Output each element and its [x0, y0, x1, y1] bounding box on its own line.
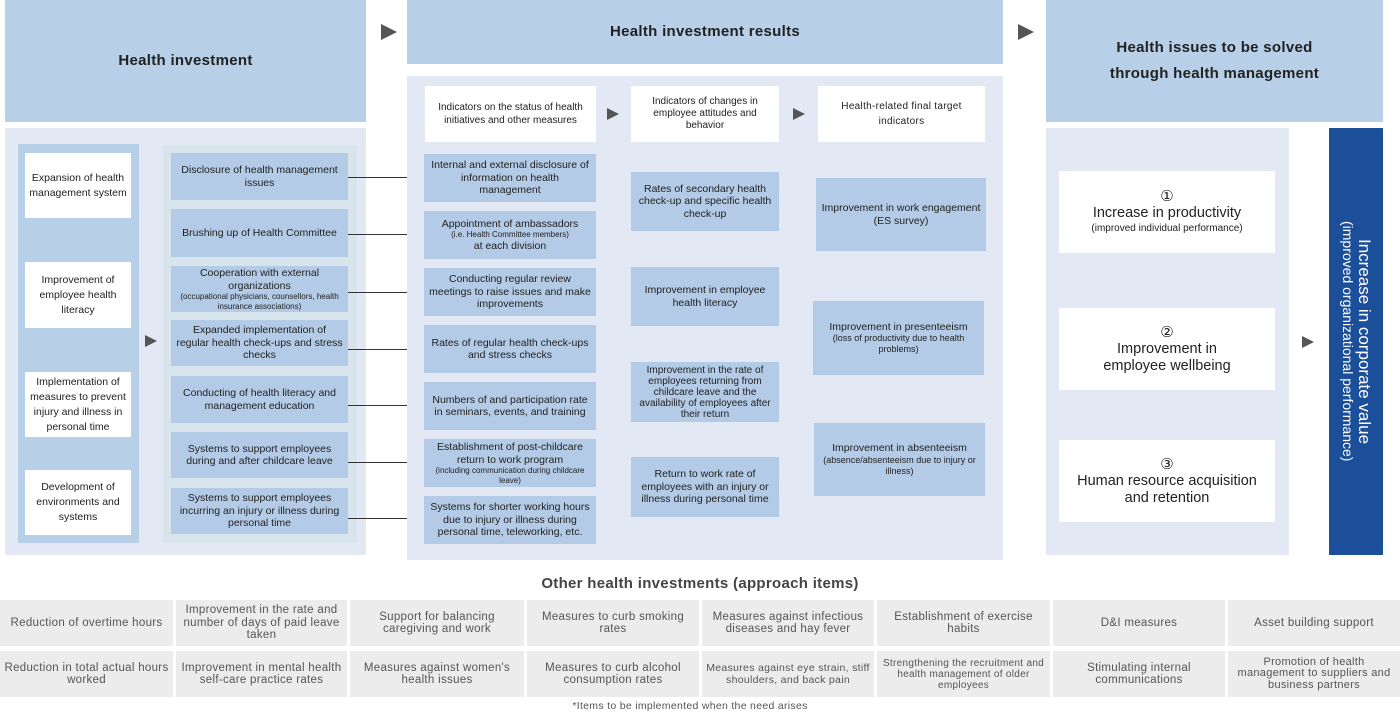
final-indicator	[813, 301, 984, 375]
other-item	[1228, 651, 1400, 697]
issue-sub: (improved individual performance)	[1091, 223, 1243, 234]
other-item-text: Improvement in mental health self-care practice rates	[181, 661, 342, 686]
change-indicator	[631, 172, 779, 231]
indicator-header-changes-text: Indicators of changes in employee attitudes and behavior	[652, 96, 758, 131]
issue-title: Improvement in employee wellbeing	[1103, 340, 1231, 374]
status-indicator-text: Internal and external disclosure of information on health management	[431, 159, 589, 197]
final-indicator-text: Improvement in presenteeism	[829, 320, 968, 333]
left-item-text: Improvement of employee health literacy	[39, 273, 117, 316]
other-item	[1053, 651, 1225, 697]
measure-text: Cooperation with external organizations	[199, 267, 320, 292]
final-indicator-text: Improvement in absenteeism	[832, 442, 967, 455]
arrow-right-icon	[145, 335, 157, 347]
arrow-right-icon	[793, 108, 805, 120]
other-item	[527, 600, 699, 646]
indicator-header-final	[818, 86, 985, 142]
final-indicator-note: (absence/absenteeism due to injury or illness)	[823, 454, 976, 476]
status-indicator	[424, 496, 596, 544]
left-item	[25, 262, 131, 328]
change-indicator	[631, 362, 779, 422]
left-item	[25, 372, 131, 437]
status-indicator	[424, 154, 596, 202]
corporate-value-line2: (improved organizational performance)	[1340, 221, 1356, 462]
measure-text: Expanded implementation of regular health check-ups and stress checks	[176, 324, 343, 362]
measure-item	[171, 432, 348, 478]
indicator-header-changes	[631, 86, 779, 142]
final-indicator-note: (loss of productivity due to health problems)	[832, 333, 965, 355]
header-investment-results	[407, 0, 1003, 64]
other-item-text: Stimulating internal communications	[1087, 661, 1191, 686]
status-indicator-text: Systems for shorter working hours due to injury or illness during personal time, teleworking, etc.	[430, 501, 590, 539]
other-item-text: Measures against infectious diseases and hay fever	[712, 610, 864, 635]
header-investment-results-label: Health investment results	[609, 23, 801, 40]
change-indicator	[631, 457, 779, 517]
change-indicator-text: Improvement in the rate of employees returning from childcare leave and the availability of employees after their return	[639, 364, 771, 420]
other-item-text: Promotion of health management to suppliers and business partners	[1237, 655, 1391, 691]
issue-item	[1059, 308, 1275, 390]
other-item	[176, 651, 347, 697]
final-indicator-text: Improvement in work engagement (ES survey)	[821, 202, 981, 227]
measure-item	[171, 488, 348, 534]
status-indicator-text: Rates of regular health check-ups and stress checks	[431, 336, 589, 361]
status-indicator-text: Establishment of post-childcare return to work program	[437, 441, 583, 466]
other-item	[877, 600, 1050, 646]
other-item	[527, 651, 699, 697]
corporate-value-text	[1339, 221, 1373, 461]
other-item	[176, 600, 347, 646]
other-item-text: D&I measures	[1100, 616, 1178, 629]
status-indicator-tail: at each division	[473, 239, 547, 252]
other-item-text: Reduction in total actual hours worked	[4, 661, 169, 686]
corporate-value-bar	[1329, 128, 1383, 555]
other-item-text: Strengthening the recruitment and health management of older employees	[882, 657, 1045, 691]
header-health-investment-label: Health investment	[118, 52, 253, 69]
status-indicator	[424, 382, 596, 430]
change-indicator-text: Rates of secondary health check-up and specific health check-up	[638, 182, 772, 220]
issue-number: ①	[1160, 188, 1174, 205]
other-item-text: Establishment of exercise habits	[894, 610, 1033, 635]
measure-note: (occupational physicians, counsellors, health insurance associations)	[180, 292, 339, 311]
issue-title: Increase in productivity	[1092, 205, 1242, 221]
arrow-right-icon	[1302, 336, 1314, 348]
measure-text: Brushing up of Health Committee	[182, 226, 337, 239]
measure-item	[171, 376, 348, 423]
other-item	[877, 651, 1050, 697]
status-indicator-text: Conducting regular review meetings to raise issues and make improvements	[429, 273, 591, 311]
header-issues-line2: through health management	[1109, 65, 1320, 82]
corporate-value-line1: Increase in corporate value	[1355, 238, 1374, 445]
final-indicator	[814, 423, 985, 496]
other-investments-title: Other health investments (approach items)	[541, 575, 859, 592]
change-indicator	[631, 267, 779, 326]
other-item-text: Measures against eye strain, stiff shoulders, and back pain	[706, 661, 870, 686]
issue-item	[1059, 440, 1275, 522]
other-item-text: Measures against women's health issues	[363, 661, 511, 686]
other-item	[702, 600, 874, 646]
measure-text: Conducting of health literacy and management education	[183, 387, 336, 412]
other-item-text: Support for balancing caregiving and work	[379, 610, 495, 635]
header-health-issues	[1046, 0, 1383, 122]
measure-item	[171, 320, 348, 366]
status-indicator-note: (i.e. Health Committee members)	[451, 230, 569, 240]
change-indicator-text: Improvement in employee health literacy	[644, 284, 766, 309]
other-item-text: Improvement in the rate and number of days of paid leave taken	[183, 604, 340, 642]
measure-item	[171, 209, 348, 257]
header-issues-line1: Health issues to be solved	[1116, 39, 1313, 56]
other-item	[0, 651, 173, 697]
other-item-text: Asset building support	[1254, 616, 1374, 629]
footnote: *Items to be implemented when the need arises	[572, 700, 808, 712]
measure-text: Systems to support employees incurring an injury or illness during personal time	[179, 492, 340, 530]
measure-item	[171, 266, 348, 312]
measure-text: Disclosure of health management issues	[181, 164, 338, 189]
arrow-right-icon	[607, 108, 619, 120]
other-item	[702, 651, 874, 697]
other-item	[1053, 600, 1225, 646]
other-item-text: Reduction of overtime hours	[10, 616, 163, 629]
left-item-text: Implementation of measures to prevent injury and illness in personal time	[30, 375, 126, 433]
header-health-investment	[5, 0, 366, 122]
other-item	[350, 651, 524, 697]
status-indicator	[424, 211, 596, 259]
indicator-header-status-text: Indicators on the status of health initiatives and other measures	[438, 102, 583, 126]
issue-item	[1059, 171, 1275, 253]
status-indicator	[424, 268, 596, 316]
left-item	[25, 153, 131, 218]
status-indicator-text: Numbers of and participation rate in seminars, events, and training	[432, 393, 588, 418]
other-item	[350, 600, 524, 646]
left-item-text: Development of environments and systems	[36, 481, 120, 523]
status-indicator	[424, 439, 596, 487]
left-item-text: Expansion of health management system	[29, 171, 127, 199]
issue-number: ③	[1160, 455, 1174, 473]
change-indicator-text: Return to work rate of employees with an injury or illness during personal time	[641, 468, 769, 506]
arrow-right-icon	[1018, 24, 1034, 40]
other-item	[0, 600, 173, 646]
issue-number: ②	[1160, 323, 1174, 341]
indicator-header-status	[425, 86, 596, 142]
measure-text: Systems to support employees during and after childcare leave	[186, 442, 333, 467]
arrow-right-icon	[381, 24, 397, 40]
other-item-text: Measures to curb smoking rates	[541, 610, 685, 635]
other-item	[1228, 600, 1400, 646]
issue-title: Human resource acquisition and retention	[1077, 472, 1257, 506]
left-item	[25, 470, 131, 535]
indicator-header-final-text: Health-related final target indicators	[841, 101, 962, 127]
status-indicator	[424, 325, 596, 373]
status-indicator-note: (including communication during childcare leave)	[435, 466, 585, 485]
measure-item	[171, 153, 348, 200]
other-item-text: Measures to curb alcohol consumption rates	[545, 661, 681, 686]
final-indicator	[816, 178, 986, 251]
status-indicator-text: Appointment of ambassadors	[441, 217, 579, 230]
